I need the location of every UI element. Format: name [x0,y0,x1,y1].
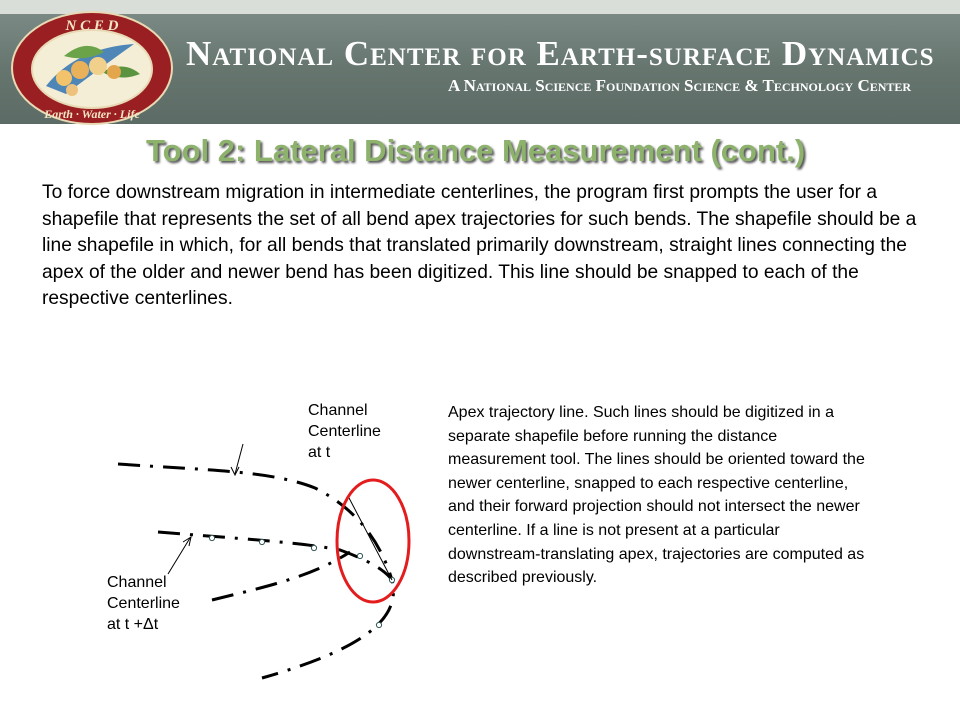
pointer-arrow-t [235,444,243,474]
centerline-lower-branch [212,552,350,600]
intro-paragraph: To force downstream migration in intermediate centerlines, the program first prompts the user for a shapefile that represents the set of all bend apex trajectories for such bends. The shapefile should be a line shapefile in which, for all bends that translated primarily downstream, straight lines connecting the apex of the older and newer bend has been digitized. This line should be snapped to each of the respective centerlines. [42,182,917,309]
logo-bottom-text: Earth · Water · Life [44,107,140,121]
pointer-arrow-t-dt [168,538,190,574]
nced-logo [6,8,178,128]
label-t-line1: Channel [308,402,368,419]
label-tdt-line1: Channel [107,574,167,591]
centerline-at-t [118,464,392,580]
apex-trajectory-description: Apex trajectory line. Such lines should be digitized in a separate shapefile before running the distance measurement tool. The lines should be oriented toward the newer centerline, snapped to each respective centerline, and their forward projection should not intersect the newer centerline. If a line is not present at a particular downstream-translating apex, trajectories are computed as described previously. [448,404,865,587]
label-centerline-at-t [308,400,418,463]
label-t-line2: Centerline [308,423,381,440]
label-centerline-at-t-dt [107,572,217,635]
header-banner [0,0,960,124]
org-title: National Center for Earth-surface Dynamics [186,34,935,73]
slide-title: Tool 2: Lateral Distance Measurement (cont.) [146,133,806,168]
label-tdt-line2: Centerline [107,595,180,612]
label-t-line3: at t [308,444,331,461]
logo-top-text: N C E D [65,18,119,34]
org-subtitle: A National Science Foundation Science & Technology Center [448,76,912,95]
label-tdt-line3: at t +Δt [107,616,159,633]
apex-trajectory-line [348,496,392,580]
